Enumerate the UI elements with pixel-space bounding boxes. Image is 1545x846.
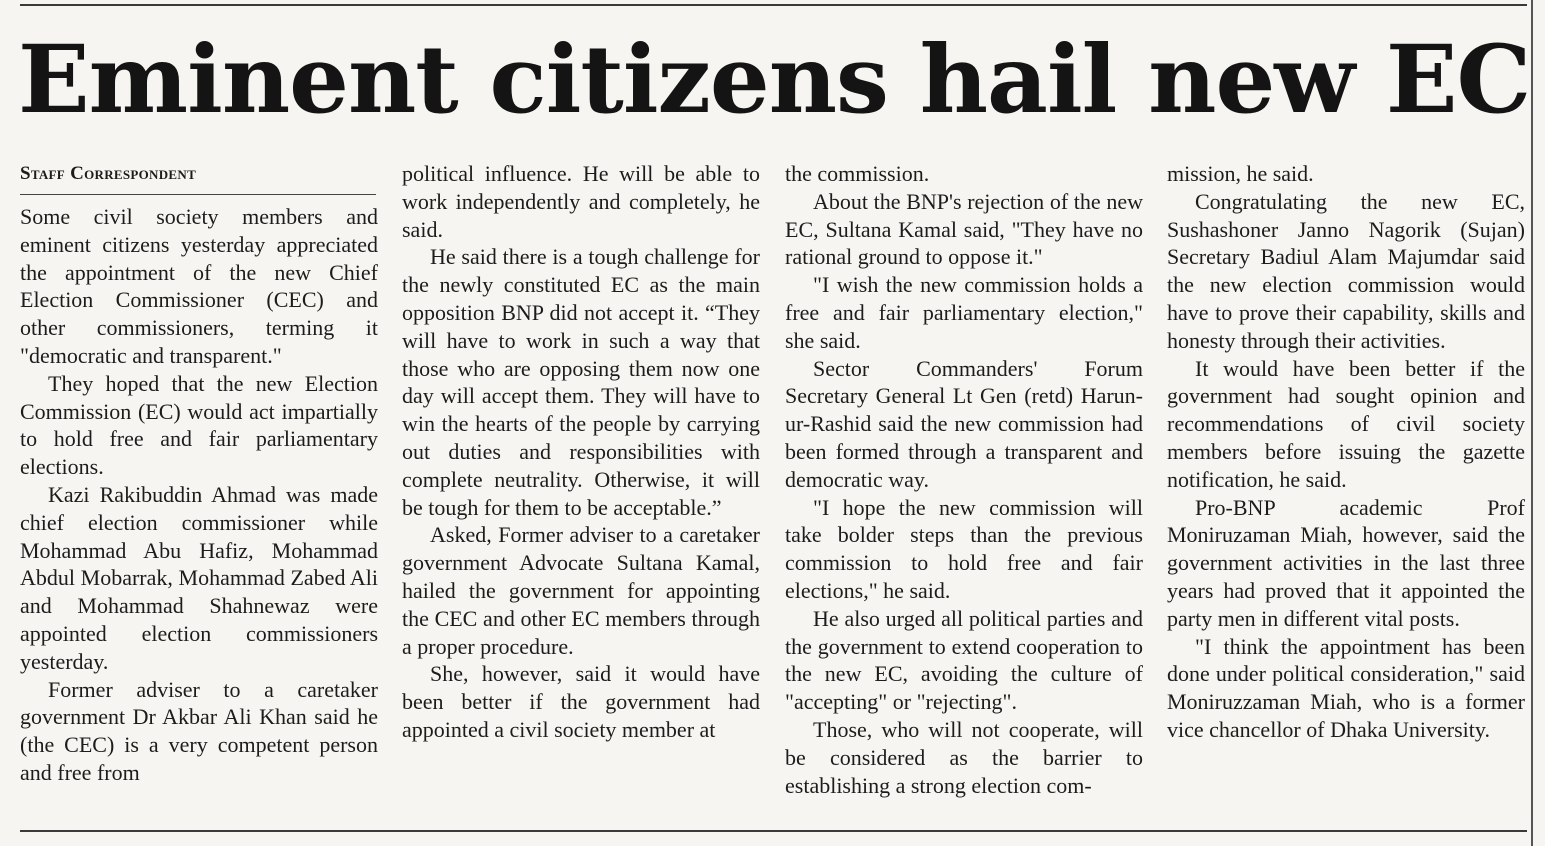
paragraph: Those, who will not cooperate, will be considered as the barrier to establishing a strong election com-	[785, 716, 1143, 798]
paragraph: the commission.	[785, 161, 930, 186]
headline: Eminent citizens hail new EC	[18, 25, 1531, 135]
article-column-1	[20, 160, 378, 787]
paragraph: He also urged all political parties and the government to extend cooperation to the new EC, avoiding the culture of "accepting" or "rejecting".	[785, 605, 1143, 715]
paragraph: "I hope the new commission will take bolder steps than the previous commission to hold free and fair elections," he said.	[785, 494, 1143, 603]
paragraph: It would have been better if the government had sought opinion and recommendations of civil society members before issuing the gazette notification, he said.	[1167, 355, 1525, 492]
paragraph: Kazi Rakibuddin Ahmad was made chief election commissioner while Mohammad Abu Hafiz, Mohammad Abdul Mobarrak, Mohammad Zabed Ali and Mohammad Shahnewaz were appointed election commissioners yesterday.	[20, 481, 378, 674]
paragraph: Former adviser to a caretaker government Dr Akbar Ali Khan said he (the CEC) is a very competent person and free from	[20, 676, 378, 785]
paragraph: Sector Commanders' Forum Secretary General Lt Gen (retd) Harun-ur-Rashid said the new commission had been formed through a transparent and democratic way.	[785, 355, 1143, 492]
paragraph: He said there is a tough challenge for the newly constituted EC as the main opposition BNP did not accept it. “They will have to work in such a way that those who are opposing them now one day will accept them. They will have to win the hearts of the people by carrying out duties and responsibilities with complete neutrality. Otherwise, it will be tough for them to be acceptable.”	[402, 244, 760, 520]
paragraph: Asked, Former adviser to a caretaker government Advocate Sultana Kamal, hailed the government for appointing the CEC and other EC members through a proper procedure.	[402, 522, 760, 659]
paragraph: mission, he said.	[1167, 161, 1314, 186]
paragraph: Congratulating the new EC, Sushashoner Janno Nagorik (Sujan) Secretary Badiul Alam Majumdar said the new election commission would have to prove their capability, skills and honesty through their activities.	[1167, 188, 1525, 353]
paragraph: She, however, said it would have been better if the government had appointed a civil society member at	[402, 661, 760, 742]
article-column-2	[402, 160, 760, 744]
paragraph: Some civil society members and eminent citizens yesterday appreciated the appointment of the new Chief Election Commissioner (CEC) and other commissioners, terming it "democratic and transparent."	[20, 204, 378, 368]
paragraph: "I think the appointment has been done under political consideration," said Moniruzzaman Miah, who is a former vice chancellor of Dhaka University.	[1167, 633, 1525, 742]
article-column-4	[1167, 160, 1525, 744]
bottom-rule	[20, 830, 1527, 832]
article-column-3	[785, 160, 1143, 799]
top-rule	[20, 4, 1527, 6]
paragraph: They hoped that the new Election Commission (EC) would act impartially to hold free and fair parliamentary elections.	[20, 370, 378, 480]
paragraph: political influence. He will be able to work independently and completely, he said.	[402, 161, 760, 242]
paragraph: "I wish the new commission holds a free and fair parliamentary election," she said.	[785, 272, 1143, 353]
paragraph: Pro-BNP academic Prof Moniruzaman Miah, however, said the government activities in the last three years had proved that it appointed the party men in different vital posts.	[1167, 494, 1525, 631]
byline: Staff Correspondent	[20, 160, 376, 195]
paragraph: About the BNP's rejection of the new EC, Sultana Kamal said, "They have no rational ground to oppose it."	[785, 188, 1143, 270]
